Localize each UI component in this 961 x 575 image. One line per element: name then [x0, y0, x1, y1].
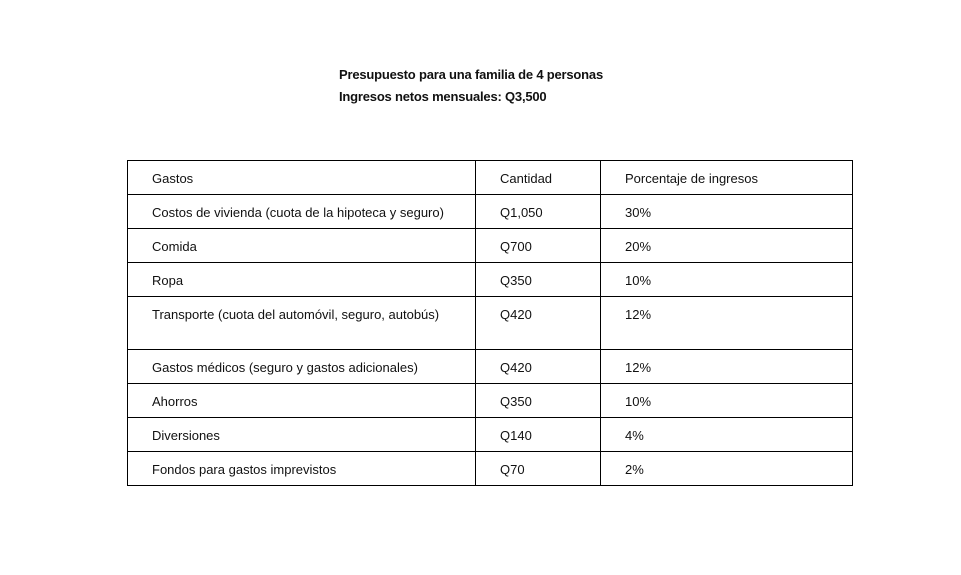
table-row: [128, 350, 853, 384]
cell-gasto: Fondos para gastos imprevistos: [128, 452, 476, 486]
cell-porcentaje: 30%: [601, 195, 853, 229]
cell-cantidad: Q140: [476, 418, 601, 452]
cell-porcentaje: 12%: [601, 350, 853, 384]
cell-gasto: Diversiones: [128, 418, 476, 452]
heading-income: Ingresos netos mensuales: Q3,500: [339, 89, 547, 104]
cell-porcentaje: 12%: [601, 297, 853, 350]
cell-cantidad: Q1,050: [476, 195, 601, 229]
table-row: [128, 195, 853, 229]
cell-porcentaje: 10%: [601, 384, 853, 418]
table-header-row: [128, 161, 853, 195]
cell-gasto: Transporte (cuota del automóvil, seguro, autobús): [128, 297, 476, 350]
header-gastos: Gastos: [128, 161, 476, 195]
cell-cantidad: Q420: [476, 350, 601, 384]
budget-table: [127, 160, 853, 486]
cell-cantidad: Q350: [476, 263, 601, 297]
table-row: [128, 384, 853, 418]
cell-cantidad: Q350: [476, 384, 601, 418]
table-row: [128, 229, 853, 263]
table-row: [128, 418, 853, 452]
cell-porcentaje: 4%: [601, 418, 853, 452]
heading-title: Presupuesto para una familia de 4 personas: [339, 67, 603, 82]
cell-gasto: Ropa: [128, 263, 476, 297]
cell-cantidad: Q420: [476, 297, 601, 350]
table-row: [128, 297, 853, 350]
cell-porcentaje: 2%: [601, 452, 853, 486]
cell-gasto: Costos de vivienda (cuota de la hipoteca y seguro): [128, 195, 476, 229]
cell-gasto: Ahorros: [128, 384, 476, 418]
table-row: [128, 263, 853, 297]
header-cantidad: Cantidad: [476, 161, 601, 195]
cell-cantidad: Q700: [476, 229, 601, 263]
cell-porcentaje: 20%: [601, 229, 853, 263]
cell-porcentaje: 10%: [601, 263, 853, 297]
header-porcentaje: Porcentaje de ingresos: [601, 161, 853, 195]
table-row: [128, 452, 853, 486]
cell-cantidad: Q70: [476, 452, 601, 486]
cell-gasto: Comida: [128, 229, 476, 263]
document-heading: [339, 64, 603, 108]
cell-gasto: Gastos médicos (seguro y gastos adicionales): [128, 350, 476, 384]
